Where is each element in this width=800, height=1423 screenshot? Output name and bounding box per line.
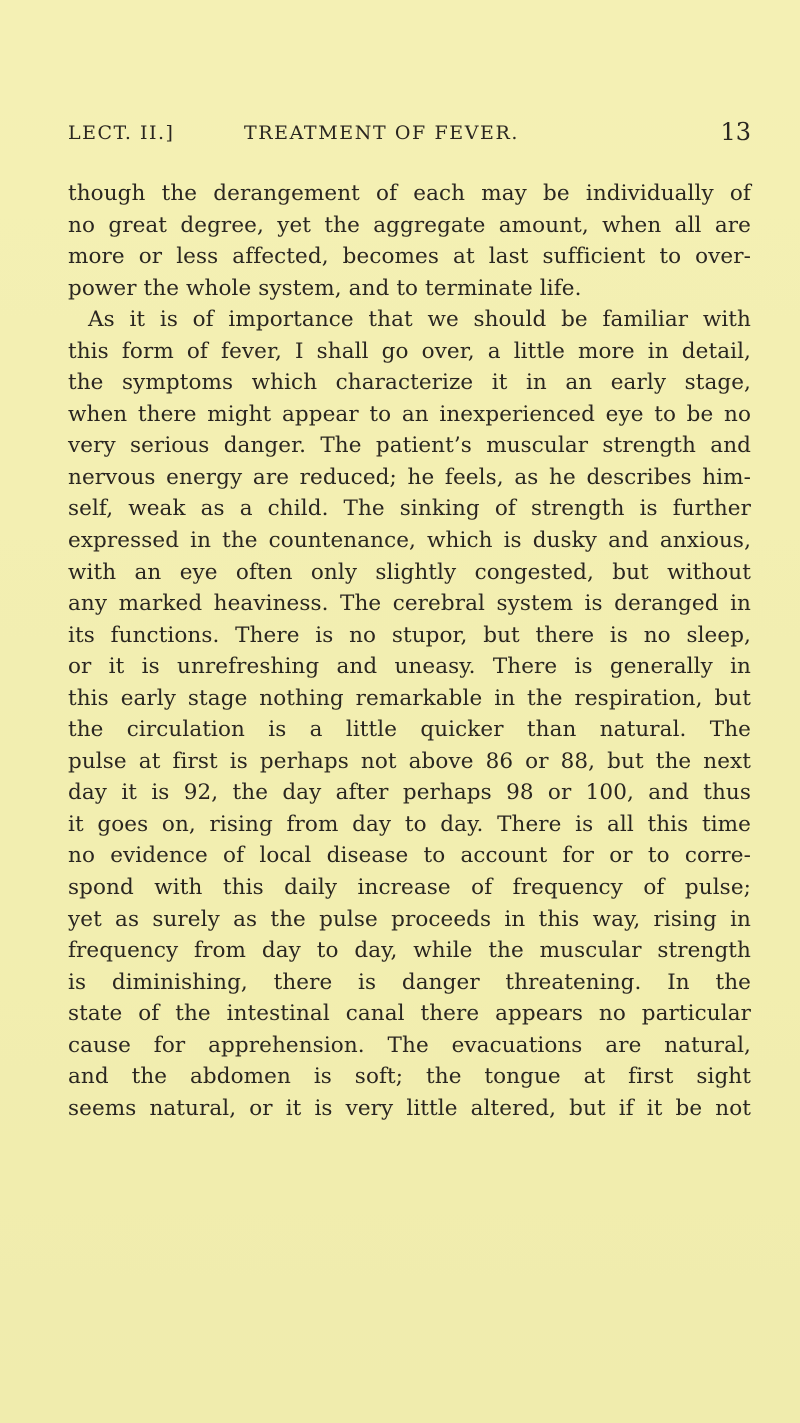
text-line: seems natural, or it is very little altered, but if it be not [68, 1095, 751, 1121]
text-line: self, weak as a child. The sinking of strength is further [68, 496, 751, 522]
text-line: pulse at first is perhaps not above 86 or 88, but the next [68, 748, 751, 774]
text-line: nervous energy are reduced; he feels, as he describes him- [68, 464, 751, 490]
text-line: cause for apprehension. The evacuations are natural, [68, 1032, 751, 1058]
text-line: or it is unrefreshing and uneasy. There is generally in [68, 654, 751, 680]
text-line: more or less affected, becomes at last sufficient to over- [68, 244, 751, 270]
text-line: power the whole system, and to terminate life. [68, 275, 582, 301]
text-line: As it is of importance that we should be familiar with [88, 307, 751, 333]
text-line: spond with this daily increase of frequency of pulse; [68, 875, 751, 901]
text-line: the symptoms which characterize it in an early stage, [68, 370, 751, 396]
text-line: yet as surely as the pulse proceeds in this way, rising in [68, 906, 751, 932]
body-text [68, 178, 751, 1124]
running-head [68, 118, 751, 152]
text-line: expressed in the countenance, which is dusky and anxious, [68, 528, 751, 554]
text-line: with an eye often only slightly congested, but without [68, 559, 751, 585]
text-line: no great degree, yet the aggregate amount, when all are [68, 212, 751, 238]
text-line: any marked heaviness. The cerebral system is deranged in [68, 591, 751, 617]
text-line: this early stage nothing remarkable in the respiration, but [68, 685, 751, 711]
text-line: this form of fever, I shall go over, a little more in detail, [68, 338, 751, 364]
text-line: it goes on, rising from day to day. There is all this time [68, 811, 751, 837]
text-line: frequency from day to day, while the muscular strength [68, 938, 751, 964]
text-line: day it is 92, the day after perhaps 98 or 100, and thus [68, 780, 751, 806]
page-number: 13 [720, 118, 751, 146]
text-line: though the derangement of each may be individually of [68, 181, 751, 206]
text-line: very serious danger. The patient’s muscular strength and [68, 433, 751, 459]
chapter-title: TREATMENT OF FEVER. [244, 122, 520, 144]
text-line: no evidence of local disease to account for or to corre- [68, 843, 751, 869]
text-line: and the abdomen is soft; the tongue at first sight [68, 1064, 751, 1090]
text-line: state of the intestinal canal there appears no particular [68, 1001, 751, 1027]
text-line: when there might appear to an inexperienced eye to be no [68, 401, 751, 427]
text-line: its functions. There is no stupor, but there is no sleep, [68, 622, 751, 648]
lecture-label: LECT. II.] [68, 122, 175, 144]
text-line: the circulation is a little quicker than natural. The [68, 717, 751, 743]
text-line: is diminishing, there is danger threatening. In the [68, 969, 751, 995]
